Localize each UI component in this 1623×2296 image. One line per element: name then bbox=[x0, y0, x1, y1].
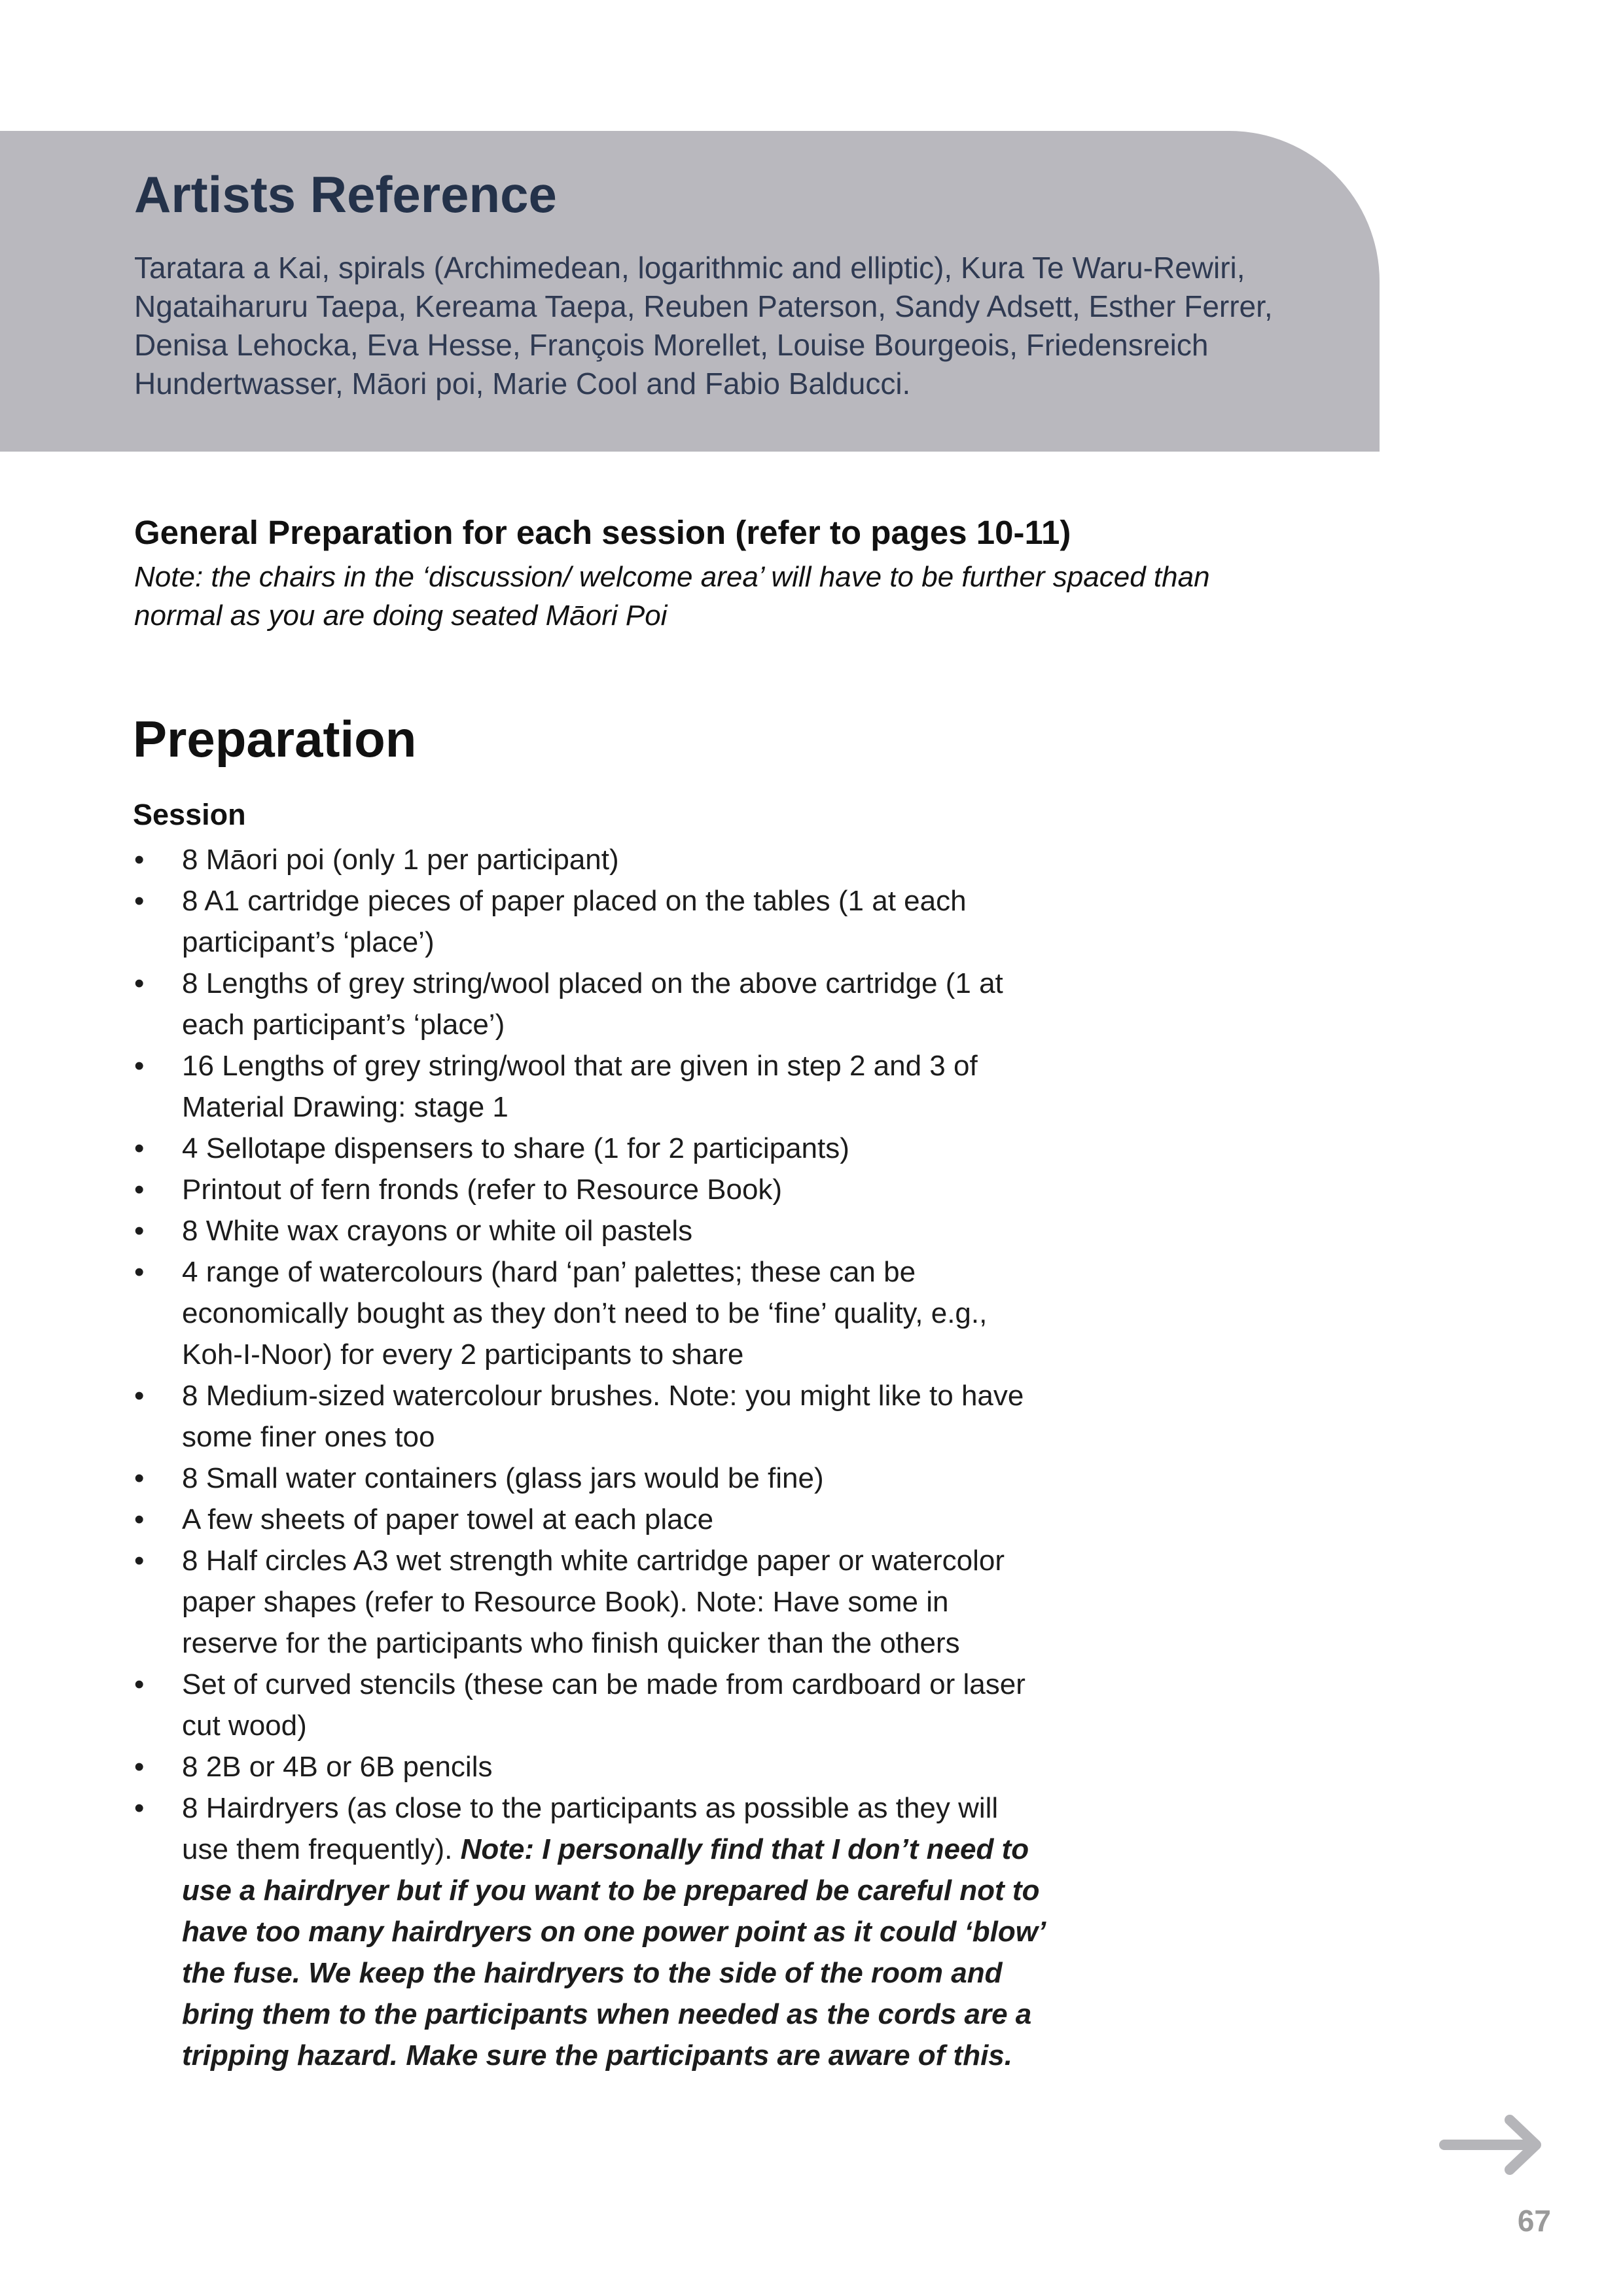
list-item-text: 8 Small water containers (glass jars would be fine) bbox=[182, 1462, 824, 1494]
bullet: • bbox=[134, 1462, 145, 1494]
list-item bbox=[134, 963, 1050, 1045]
bullet: • bbox=[134, 1503, 145, 1535]
preparation-list bbox=[134, 839, 1050, 2076]
page-number: 67 bbox=[1517, 2204, 1551, 2238]
list-item bbox=[134, 1664, 1050, 1746]
arrow-right-icon[interactable] bbox=[1436, 2111, 1548, 2176]
list-item bbox=[134, 1169, 1050, 1210]
bullet: • bbox=[134, 1215, 145, 1247]
list-item bbox=[134, 1210, 1050, 1251]
list-item bbox=[134, 1499, 1050, 1540]
general-preparation-note: Note: the chairs in the ‘discussion/ welcome area’ will have to be further spaced than normal as you are doing seated Māori Poi bbox=[134, 561, 1210, 632]
list-item bbox=[134, 1375, 1050, 1458]
list-item bbox=[134, 1746, 1050, 1787]
list-item bbox=[134, 1251, 1050, 1375]
list-item bbox=[134, 1458, 1050, 1499]
artists-reference-body: Taratara a Kai, spirals (Archimedean, logarithmic and elliptic), Kura Te Waru-Rewiri, Ngataiharuru Taepa, Kereama Taepa, Reuben Paterson, Sandy Adsett, Esther Ferrer, Denisa Lehocka, Eva Hesse, François Morellet, Louise Bourgeois, Friedensreich Hundertwasser, Māori poi, Marie Cool and Fabio Balducci. bbox=[134, 251, 1273, 401]
list-item-text: 4 Sellotape dispensers to share (1 for 2 participants) bbox=[182, 1132, 849, 1164]
bullet: • bbox=[134, 1545, 145, 1577]
list-item-text: 8 Lengths of grey string/wool placed on the above cartridge (1 at each participant’s ‘place’) bbox=[182, 967, 1003, 1041]
list-item bbox=[134, 1787, 1050, 2076]
list-item-text: 8 2B or 4B or 6B pencils bbox=[182, 1751, 493, 1783]
list-item bbox=[134, 1128, 1050, 1169]
list-item-text: 8 A1 cartridge pieces of paper placed on the tables (1 at each participant’s ‘place’) bbox=[182, 885, 967, 958]
bullet: • bbox=[134, 1751, 145, 1783]
list-item-text: 8 Half circles A3 wet strength white cartridge paper or watercolor paper shapes (refer to Resource Book). Note: Have some in reserve for the participants who finish quicker than the others bbox=[182, 1545, 1005, 1659]
preparation-title: Preparation bbox=[133, 710, 417, 768]
bullet: • bbox=[134, 1256, 145, 1288]
list-item bbox=[134, 1045, 1050, 1128]
list-item-text: Printout of fern fronds (refer to Resource Book) bbox=[182, 1174, 783, 1206]
list-item bbox=[134, 1540, 1050, 1664]
bullet: • bbox=[134, 1792, 145, 1824]
artists-reference-title: Artists Reference bbox=[134, 166, 557, 223]
list-item-text: 8 Māori poi (only 1 per participant) bbox=[182, 844, 619, 876]
list-item-text: A few sheets of paper towel at each place bbox=[182, 1503, 714, 1535]
list-item-text: Set of curved stencils (these can be made from cardboard or laser cut wood) bbox=[182, 1668, 1026, 1742]
bullet: • bbox=[134, 885, 145, 917]
bullet: • bbox=[134, 1050, 145, 1082]
general-preparation-heading: General Preparation for each session (refer to pages 10-11) bbox=[134, 514, 1071, 551]
bullet: • bbox=[134, 967, 145, 999]
list-item-text: 4 range of watercolours (hard ‘pan’ palettes; these can be economically bought as they don’t need to be ‘fine’ quality, e.g., Koh-I-Noor) for every 2 participants to share bbox=[182, 1256, 988, 1371]
list-item bbox=[134, 880, 1050, 963]
hairdryer-note: Note: I personally find that I don’t need to use a hairdryer but if you want to be prepared be careful not to have too many hairdryers on one power point as it could ‘blow’ the fuse. We keep the hairdryers to the side of the room and bring them to the participants when needed as the cords are a tripping hazard. Make sure the participants are aware of this. bbox=[182, 1833, 1045, 2072]
bullet: • bbox=[134, 1132, 145, 1164]
list-item-text: 8 Hairdryers (as close to the participants as possible as they will use them frequently). bbox=[182, 1792, 999, 1865]
bullet: • bbox=[134, 1380, 145, 1412]
list-item-text: 8 White wax crayons or white oil pastels bbox=[182, 1215, 693, 1247]
bullet: • bbox=[134, 1174, 145, 1206]
list-item-text: 8 Medium-sized watercolour brushes. Note: you might like to have some finer ones too bbox=[182, 1380, 1024, 1453]
list-item bbox=[134, 839, 1050, 880]
bullet: • bbox=[134, 1668, 145, 1700]
session-label: Session bbox=[133, 798, 246, 831]
list-item-text: 16 Lengths of grey string/wool that are given in step 2 and 3 of Material Drawing: stage 1 bbox=[182, 1050, 978, 1123]
bullet: • bbox=[134, 844, 145, 876]
